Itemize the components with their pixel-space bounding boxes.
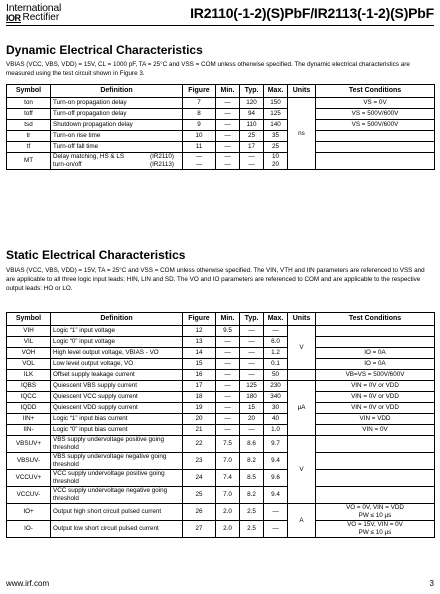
- definition-cell: Offset supply leakage current: [51, 370, 183, 381]
- definition-cell: Logic “0” input voltage: [51, 337, 183, 348]
- typ-cell: 125: [240, 381, 264, 392]
- test-condition-cell: VS = 500V/600V: [316, 109, 435, 120]
- definition-cell: Low level output voltage, VO: [51, 359, 183, 370]
- symbol-cell: VIH: [7, 326, 51, 337]
- symbol-cell: VOL: [7, 359, 51, 370]
- typ-cell: 20: [240, 414, 264, 425]
- typ-cell: 110: [240, 120, 264, 131]
- definition-cell-line-1: VCC supply undervoltage positive going: [53, 470, 165, 477]
- mt-part-1: (IR2110): [149, 153, 174, 160]
- test-condition-cell: [316, 487, 435, 504]
- definition-cell: [51, 453, 183, 470]
- dynamic-section-title: Dynamic Electrical Characteristics: [6, 43, 203, 57]
- min-cell: —: [216, 131, 240, 142]
- min-cell: —: [216, 109, 240, 120]
- table-row: [7, 348, 435, 359]
- col-typ: Typ.: [240, 85, 264, 98]
- symbol-cell: IQCC: [7, 392, 51, 403]
- symbol-cell: tf: [7, 142, 51, 153]
- definition-cell: Quiescent VCC supply current: [51, 392, 183, 403]
- table-row: [7, 453, 435, 470]
- figure-cell: 22: [183, 436, 216, 453]
- typ-cell: 8.6: [240, 436, 264, 453]
- table-row: [7, 392, 435, 403]
- table-row: [7, 359, 435, 370]
- test-condition-cell: [316, 504, 435, 521]
- test-condition-cell: [316, 337, 435, 348]
- figure-cell: 14: [183, 348, 216, 359]
- definition-cell: High level output voltage, VBIAS - VO: [51, 348, 183, 359]
- test-condition-cell: VS = 0V: [316, 98, 435, 109]
- header-rule: [6, 25, 434, 26]
- symbol-cell: VOH: [7, 348, 51, 359]
- definition-cell: Turn-on rise time: [51, 131, 183, 142]
- test-condition-cell: [316, 131, 435, 142]
- col-min: Min.: [216, 85, 240, 98]
- max-cell: 30: [264, 403, 288, 414]
- col-definition: Definition: [51, 85, 183, 98]
- figure-cell: 17: [183, 381, 216, 392]
- col-max: Max.: [264, 313, 288, 326]
- typ-cell: —: [240, 425, 264, 436]
- typ-cell-line-2: —: [248, 161, 255, 168]
- figure-cell: 10: [183, 131, 216, 142]
- units-cell: ns: [288, 98, 316, 170]
- min-cell: 7.0: [216, 453, 240, 470]
- col-definition: Definition: [51, 313, 183, 326]
- test-condition-cell: VIN = 0V or VDD: [316, 381, 435, 392]
- test-condition-cell-line-2: PW ≤ 10 µs: [358, 512, 392, 519]
- max-cell: 9.4: [264, 453, 288, 470]
- table-row: [7, 436, 435, 453]
- mt-part-2: (IR2113): [149, 161, 174, 168]
- min-cell: —: [216, 425, 240, 436]
- test-condition-cell: [316, 453, 435, 470]
- typ-cell: 94: [240, 109, 264, 120]
- figure-cell-line-2: —: [195, 161, 203, 168]
- figure-cell: 9: [183, 120, 216, 131]
- figure-cell: 23: [183, 453, 216, 470]
- col-symbol: Symbol: [7, 85, 51, 98]
- dynamic-description: VBIAS (VCC, VBS, VDD) = 15V, CL = 1000 pF, TA = 25°C and VSS = COM unless otherwise specified. The dynamic electrical characteristics are measured using the test circuit shown in Figure 3.: [6, 61, 410, 77]
- col-units: Units: [288, 85, 316, 98]
- mt-definition-1: Delay matching, HS & LS: [53, 153, 125, 160]
- definition-cell: Logic “1” input bias current: [51, 414, 183, 425]
- figure-cell: 8: [183, 109, 216, 120]
- max-cell-line-2: 20: [271, 161, 279, 168]
- symbol-cell: IIN+: [7, 414, 51, 425]
- table-row: [7, 403, 435, 414]
- col-units: Units: [288, 313, 316, 326]
- min-cell: [216, 153, 240, 170]
- typ-cell: —: [240, 326, 264, 337]
- mt-definition-2: turn-on/off: [53, 161, 82, 168]
- definition-cell: Turn-on propagation delay: [51, 98, 183, 109]
- table-row: [7, 337, 435, 348]
- definition-cell-line-1: VCC supply undervoltage negative going: [53, 487, 168, 494]
- max-cell: 9.6: [264, 470, 288, 487]
- max-cell: 340: [264, 392, 288, 403]
- test-condition-cell: VIN = VDD: [316, 414, 435, 425]
- test-condition-cell: IO = 0A: [316, 359, 435, 370]
- typ-cell: 17: [240, 142, 264, 153]
- symbol-cell: VCCUV+: [7, 470, 51, 487]
- units-cell: V: [288, 326, 316, 370]
- max-cell: 0.1: [264, 359, 288, 370]
- symbol-cell: VIL: [7, 337, 51, 348]
- max-cell: 40: [264, 414, 288, 425]
- figure-cell: 11: [183, 142, 216, 153]
- min-cell: —: [216, 392, 240, 403]
- max-cell: 25: [264, 142, 288, 153]
- min-cell: —: [216, 403, 240, 414]
- typ-cell: 180: [240, 392, 264, 403]
- definition-cell: Turn-off propagation delay: [51, 109, 183, 120]
- min-cell: —: [216, 381, 240, 392]
- document-title: IR2110(-1-2)(S)PbF/IR2113(-1-2)(S)PbF: [190, 5, 434, 21]
- typ-cell: 2.5: [240, 521, 264, 538]
- figure-cell: 13: [183, 337, 216, 348]
- symbol-cell: tr: [7, 131, 51, 142]
- max-cell: —: [264, 521, 288, 538]
- table-row: [7, 98, 435, 109]
- definition-cell: Output low short circuit pulsed current: [51, 521, 183, 538]
- static-description: VBIAS (VCC, VBS, VDD) = 15V, TA = 25°C and VSS = COM unless otherwise specified. The VIN, VTH and IIN parameters are referenced to VSS and are applicable to all three logic input leads: HIN, LIN and SD. The VO and IO parameters are referenced to COM and are applicable to the respective output leads: HO or LO.: [6, 267, 425, 292]
- col-test-conditions: Test Conditions: [316, 313, 435, 326]
- typ-cell: 120: [240, 98, 264, 109]
- typ-cell: [240, 153, 264, 170]
- table-row: [7, 131, 435, 142]
- test-condition-cell: [316, 470, 435, 487]
- test-condition-cell-line-1: VO = 0V, VIN = VDD: [346, 504, 404, 511]
- max-cell: —: [264, 326, 288, 337]
- min-cell: 2.0: [216, 504, 240, 521]
- static-header-row: [7, 313, 435, 326]
- max-cell: 35: [264, 131, 288, 142]
- figure-cell: 21: [183, 425, 216, 436]
- symbol-cell: VBSUV-: [7, 453, 51, 470]
- figure-cell: 16: [183, 370, 216, 381]
- units-cell: V: [288, 436, 316, 504]
- brand-line1: International: [6, 2, 62, 14]
- typ-cell: 15: [240, 403, 264, 414]
- max-cell: 50: [264, 370, 288, 381]
- table-row: [7, 504, 435, 521]
- table-row: [7, 414, 435, 425]
- table-row: [7, 370, 435, 381]
- min-cell: 7.5: [216, 436, 240, 453]
- definition-cell-line-1: VBS supply undervoltage positive going: [53, 436, 164, 443]
- col-min: Min.: [216, 313, 240, 326]
- typ-cell: 8.2: [240, 487, 264, 504]
- max-cell-line-1: 10: [271, 153, 279, 160]
- min-cell: —: [216, 337, 240, 348]
- figure-cell: 25: [183, 487, 216, 504]
- min-cell-line-1: —: [224, 153, 231, 160]
- test-condition-cell: IO = 0A: [316, 348, 435, 359]
- symbol-cell: VBSUV+: [7, 436, 51, 453]
- min-cell: 7.0: [216, 487, 240, 504]
- definition-cell: Quiescent VBS supply current: [51, 381, 183, 392]
- min-cell: —: [216, 98, 240, 109]
- symbol-cell: IQBS: [7, 381, 51, 392]
- min-cell: 7.4: [216, 470, 240, 487]
- table-row: [7, 153, 435, 170]
- symbol-cell: IIN-: [7, 425, 51, 436]
- definition-cell: [51, 153, 183, 170]
- definition-cell: Quiescent VDD supply current: [51, 403, 183, 414]
- test-condition-cell: VIN = 0V or VDD: [316, 392, 435, 403]
- test-condition-cell: [316, 142, 435, 153]
- col-test-conditions: Test Conditions: [316, 85, 435, 98]
- figure-cell: 15: [183, 359, 216, 370]
- static-table: [6, 312, 435, 538]
- definition-cell: Shutdown propagation delay: [51, 120, 183, 131]
- min-cell: —: [216, 120, 240, 131]
- typ-cell: —: [240, 348, 264, 359]
- units-cell: µA: [288, 381, 316, 436]
- figure-cell: 20: [183, 414, 216, 425]
- col-symbol: Symbol: [7, 313, 51, 326]
- typ-cell: 8.5: [240, 470, 264, 487]
- symbol-cell: tsd: [7, 120, 51, 131]
- figure-cell: 18: [183, 392, 216, 403]
- min-cell: —: [216, 414, 240, 425]
- page-number: 3: [429, 579, 434, 588]
- test-condition-cell: [316, 521, 435, 538]
- max-cell: 9.4: [264, 487, 288, 504]
- units-cell: [288, 370, 316, 381]
- ior-logo: IOR: [6, 12, 21, 23]
- col-max: Max.: [264, 85, 288, 98]
- typ-cell: —: [240, 359, 264, 370]
- definition-cell: [51, 436, 183, 453]
- static-section-title: Static Electrical Characteristics: [6, 248, 186, 262]
- max-cell: 6.0: [264, 337, 288, 348]
- definition-cell-line-2: threshold: [53, 461, 79, 468]
- definition-cell: Logic “0” input bias current: [51, 425, 183, 436]
- definition-cell: Logic “1” input voltage: [51, 326, 183, 337]
- definition-cell-line-2: threshold: [53, 444, 79, 451]
- min-cell-line-2: —: [224, 161, 231, 168]
- max-cell: [264, 153, 288, 170]
- min-cell: —: [216, 370, 240, 381]
- symbol-cell: IO+: [7, 504, 51, 521]
- figure-cell: 19: [183, 403, 216, 414]
- symbol-cell: MT: [7, 153, 51, 170]
- dynamic-header-row: [7, 85, 435, 98]
- definition-cell: [51, 470, 183, 487]
- figure-cell: 7: [183, 98, 216, 109]
- typ-cell: 2.5: [240, 504, 264, 521]
- dynamic-table: [6, 84, 435, 170]
- max-cell: —: [264, 504, 288, 521]
- typ-cell: —: [240, 370, 264, 381]
- definition-cell-line-2: threshold: [53, 478, 79, 485]
- figure-cell: 12: [183, 326, 216, 337]
- test-condition-cell-line-2: PW ≤ 10 µs: [358, 529, 392, 536]
- min-cell: —: [216, 142, 240, 153]
- symbol-cell: IO-: [7, 521, 51, 538]
- test-condition-cell-line-1: VO = 15V, VIN = 0V: [347, 521, 403, 528]
- typ-cell-line-1: —: [248, 153, 255, 160]
- definition-cell-line-2: threshold: [53, 495, 79, 502]
- min-cell: —: [216, 359, 240, 370]
- max-cell: 140: [264, 120, 288, 131]
- figure-cell-line-1: —: [195, 153, 203, 160]
- test-condition-cell: VB=VS = 500V/600V: [316, 370, 435, 381]
- test-condition-cell: [316, 326, 435, 337]
- definition-cell: Turn-off fall time: [51, 142, 183, 153]
- symbol-cell: VCCUV-: [7, 487, 51, 504]
- brand-logo: [6, 3, 90, 23]
- figure-cell: 26: [183, 504, 216, 521]
- brand-line2: Rectifier: [22, 12, 60, 23]
- test-condition-cell: [316, 153, 435, 170]
- table-row: [7, 120, 435, 131]
- max-cell: 150: [264, 98, 288, 109]
- units-cell: A: [288, 504, 316, 538]
- symbol-cell: IQDD: [7, 403, 51, 414]
- table-row: [7, 326, 435, 337]
- max-cell: 230: [264, 381, 288, 392]
- table-row: [7, 425, 435, 436]
- symbol-cell: toff: [7, 109, 51, 120]
- max-cell: 9.7: [264, 436, 288, 453]
- col-figure: Figure: [183, 85, 216, 98]
- test-condition-cell: VIN = 0V or VDD: [316, 403, 435, 414]
- table-row: [7, 521, 435, 538]
- figure-cell: 24: [183, 470, 216, 487]
- test-condition-cell: VIN = 0V: [316, 425, 435, 436]
- typ-cell: 25: [240, 131, 264, 142]
- table-row: [7, 487, 435, 504]
- test-condition-cell: VS = 500V/600V: [316, 120, 435, 131]
- definition-cell: [51, 487, 183, 504]
- max-cell: 1.2: [264, 348, 288, 359]
- col-figure: Figure: [183, 313, 216, 326]
- min-cell: 2.0: [216, 521, 240, 538]
- symbol-cell: ton: [7, 98, 51, 109]
- test-condition-cell: [316, 436, 435, 453]
- typ-cell: —: [240, 337, 264, 348]
- table-row: [7, 109, 435, 120]
- min-cell: 9.5: [216, 326, 240, 337]
- typ-cell: 8.2: [240, 453, 264, 470]
- definition-cell-line-1: VBS supply undervoltage negative going: [53, 453, 167, 460]
- table-row: [7, 381, 435, 392]
- max-cell: 125: [264, 109, 288, 120]
- figure-cell: 27: [183, 521, 216, 538]
- definition-cell: Output high short circuit pulsed current: [51, 504, 183, 521]
- col-typ: Typ.: [240, 313, 264, 326]
- symbol-cell: ILK: [7, 370, 51, 381]
- table-row: [7, 142, 435, 153]
- min-cell: —: [216, 348, 240, 359]
- figure-cell: [183, 153, 216, 170]
- max-cell: 1.0: [264, 425, 288, 436]
- footer-url[interactable]: www.irf.com: [6, 579, 50, 588]
- table-row: [7, 470, 435, 487]
